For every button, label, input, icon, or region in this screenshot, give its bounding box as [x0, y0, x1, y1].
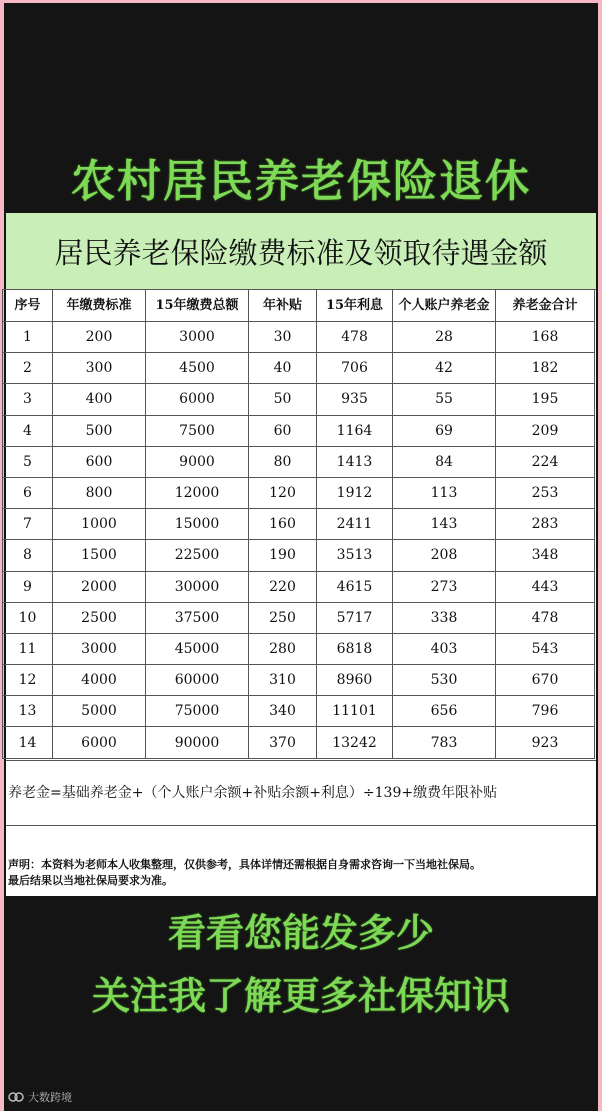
table-cell: 340 — [249, 696, 317, 727]
table-cell: 8960 — [317, 665, 393, 696]
table-cell: 143 — [393, 509, 496, 540]
table-cell: 9000 — [146, 446, 249, 477]
table-cell: 800 — [53, 477, 146, 508]
table-cell: 796 — [496, 696, 595, 727]
table-cell: 250 — [249, 602, 317, 633]
table-cell: 2 — [3, 353, 53, 384]
table-cell: 12000 — [146, 477, 249, 508]
table-row — [3, 727, 595, 758]
table-cell: 12 — [3, 665, 53, 696]
table-cell: 273 — [393, 571, 496, 602]
table-cell: 182 — [496, 353, 595, 384]
table-cell: 3 — [3, 384, 53, 415]
table-cell: 670 — [496, 665, 595, 696]
table-cell: 478 — [496, 602, 595, 633]
table-cell: 69 — [393, 415, 496, 446]
table-cell: 28 — [393, 322, 496, 353]
table-row — [3, 633, 595, 664]
table-cell: 4000 — [53, 665, 146, 696]
pension-formula: 养老金=基础养老金+（个人账户余额+补贴余额+利息）÷139+缴费年限补贴 — [8, 785, 498, 801]
table-row — [3, 415, 595, 446]
table-row — [3, 665, 595, 696]
table-row — [3, 509, 595, 540]
table-cell: 656 — [393, 696, 496, 727]
main-title: 农村居民养老保险退休 — [71, 156, 531, 207]
table-body — [3, 322, 595, 759]
table-cell: 783 — [393, 727, 496, 758]
table-cell: 6000 — [53, 727, 146, 758]
table-cell: 10 — [3, 602, 53, 633]
table-cell: 543 — [496, 633, 595, 664]
header-15yr-interest: 15年利息 — [317, 290, 393, 322]
table-cell: 195 — [496, 384, 595, 415]
table-cell: 600 — [53, 446, 146, 477]
table-cell: 209 — [496, 415, 595, 446]
table-cell: 1 — [3, 322, 53, 353]
table-cell: 3513 — [317, 540, 393, 571]
table-cell: 5717 — [317, 602, 393, 633]
table-cell: 75000 — [146, 696, 249, 727]
table-row — [3, 384, 595, 415]
table-header-row — [3, 290, 595, 322]
table-cell: 168 — [496, 322, 595, 353]
table-cell: 706 — [317, 353, 393, 384]
table-row — [3, 696, 595, 727]
table-cell: 5000 — [53, 696, 146, 727]
table-cell: 13 — [3, 696, 53, 727]
table-cell: 90000 — [146, 727, 249, 758]
table-cell: 113 — [393, 477, 496, 508]
table-cell: 3000 — [53, 633, 146, 664]
header-personal-pension: 个人账户养老金 — [393, 290, 496, 322]
subtitle-band — [6, 213, 596, 290]
table-cell: 120 — [249, 477, 317, 508]
table-cell: 400 — [53, 384, 146, 415]
disclaimer — [8, 857, 592, 889]
table-cell: 2411 — [317, 509, 393, 540]
table-cell: 22500 — [146, 540, 249, 571]
header-annual-subsidy: 年补贴 — [249, 290, 317, 322]
disclaimer-line-2: 最后结果以当地社保局要求为准。 — [8, 874, 173, 887]
table-cell: 37500 — [146, 602, 249, 633]
table-cell: 30 — [249, 322, 317, 353]
table-cell: 1000 — [53, 509, 146, 540]
table-cell: 4500 — [146, 353, 249, 384]
table-cell: 443 — [496, 571, 595, 602]
disclaimer-line-1: 声明：本资料为老师本人收集整理，仅供参考，具体详情还需根据自身需求咨询一下当地社保局。 — [8, 858, 481, 871]
table-row — [3, 477, 595, 508]
table-cell: 224 — [496, 446, 595, 477]
table-cell: 42 — [393, 353, 496, 384]
table-cell: 1164 — [317, 415, 393, 446]
header-annual-fee: 年缴费标准 — [53, 290, 146, 322]
table-cell: 220 — [249, 571, 317, 602]
pension-table — [2, 289, 595, 759]
table-cell: 13242 — [317, 727, 393, 758]
table-cell: 30000 — [146, 571, 249, 602]
table-cell: 1912 — [317, 477, 393, 508]
table-cell: 530 — [393, 665, 496, 696]
header-index: 序号 — [3, 290, 53, 322]
table-cell: 84 — [393, 446, 496, 477]
table-cell: 4615 — [317, 571, 393, 602]
table-cell: 55 — [393, 384, 496, 415]
table-cell: 935 — [317, 384, 393, 415]
table-cell: 8 — [3, 540, 53, 571]
table-cell: 923 — [496, 727, 595, 758]
table-row — [3, 353, 595, 384]
table-row — [3, 540, 595, 571]
table-cell: 478 — [317, 322, 393, 353]
table-cell: 60 — [249, 415, 317, 446]
watermark-text: 大数跨境 — [28, 1091, 72, 1104]
table-cell: 1500 — [53, 540, 146, 571]
table-cell: 160 — [249, 509, 317, 540]
table-cell: 280 — [249, 633, 317, 664]
table-cell: 14 — [3, 727, 53, 758]
table-cell: 50 — [249, 384, 317, 415]
table-cell: 4 — [3, 415, 53, 446]
table-cell: 3000 — [146, 322, 249, 353]
table-row — [3, 322, 595, 353]
table-cell: 310 — [249, 665, 317, 696]
table-cell: 15000 — [146, 509, 249, 540]
table-cell: 208 — [393, 540, 496, 571]
table-cell: 6 — [3, 477, 53, 508]
table-cell: 500 — [53, 415, 146, 446]
table-cell: 45000 — [146, 633, 249, 664]
table-cell: 6000 — [146, 384, 249, 415]
table-cell: 7500 — [146, 415, 249, 446]
table-cell: 253 — [496, 477, 595, 508]
table-cell: 348 — [496, 540, 595, 571]
table-cell: 5 — [3, 446, 53, 477]
table-row — [3, 446, 595, 477]
table-cell: 1413 — [317, 446, 393, 477]
header-15yr-total: 15年缴费总额 — [146, 290, 249, 322]
table-cell: 6818 — [317, 633, 393, 664]
header-pension-total: 养老金合计 — [496, 290, 595, 322]
table-cell: 40 — [249, 353, 317, 384]
watermark-logo-icon — [8, 1091, 24, 1103]
table-cell: 300 — [53, 353, 146, 384]
watermark — [8, 1089, 72, 1105]
table-row — [3, 571, 595, 602]
table-cell: 200 — [53, 322, 146, 353]
table-cell: 2500 — [53, 602, 146, 633]
subtitle: 居民养老保险缴费标准及领取待遇金额 — [54, 235, 548, 270]
table-cell: 338 — [393, 602, 496, 633]
table-cell: 190 — [249, 540, 317, 571]
table-cell: 7 — [3, 509, 53, 540]
table-cell: 60000 — [146, 665, 249, 696]
table-cell: 80 — [249, 446, 317, 477]
table-cell: 283 — [496, 509, 595, 540]
cta-line-1: 看看您能发多少 — [167, 911, 434, 955]
table-cell: 9 — [3, 571, 53, 602]
table-cell: 370 — [249, 727, 317, 758]
table-cell: 2000 — [53, 571, 146, 602]
cta-line-2: 关注我了解更多社保知识 — [91, 974, 510, 1018]
table-cell: 11101 — [317, 696, 393, 727]
table-row — [3, 602, 595, 633]
table-cell: 403 — [393, 633, 496, 664]
table-cell: 11 — [3, 633, 53, 664]
